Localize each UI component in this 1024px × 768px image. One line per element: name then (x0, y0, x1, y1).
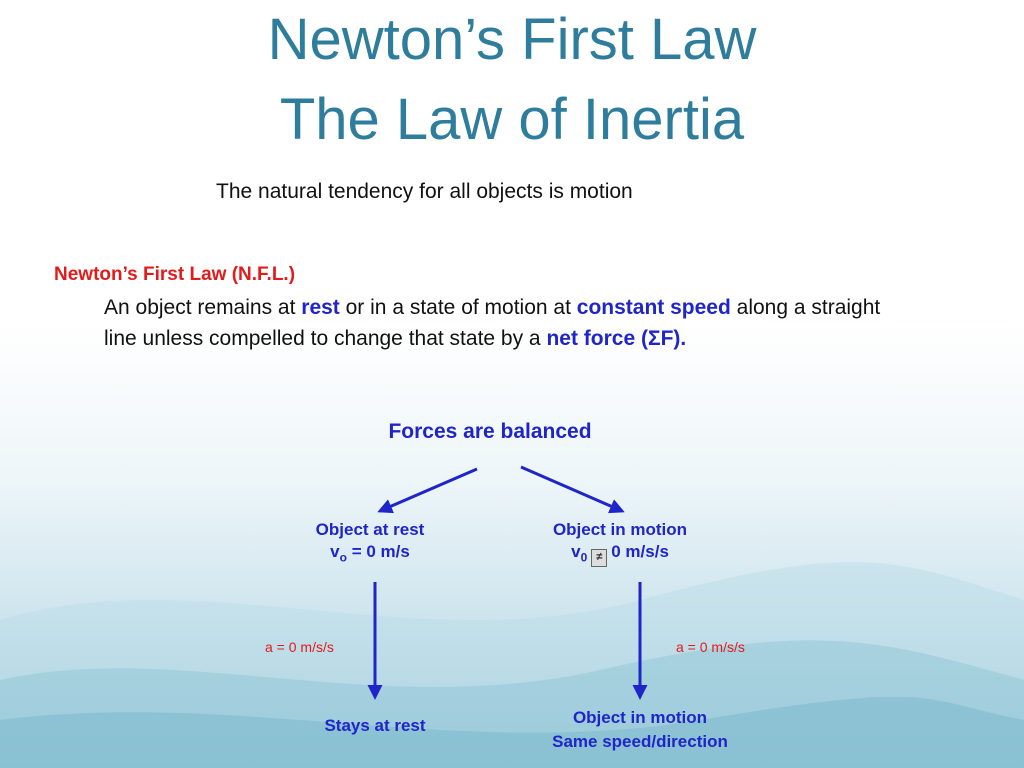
acceleration-left: a = 0 m/s/s (265, 639, 334, 655)
result-line1: Object in motion (572, 708, 708, 727)
velocity-value: = 0 m/s (346, 542, 410, 561)
law-heading: Newton’s First Law (N.F.L.) (54, 264, 296, 285)
velocity-motion (520, 541, 720, 568)
slide-title-line1: Newton’s First Law (267, 7, 757, 72)
law-text: or in a state of motion at (339, 296, 577, 319)
keyword-net-force: net force ( (546, 327, 648, 350)
result-stays-at-rest: Stays at rest (324, 716, 426, 735)
slide-subtitle: The natural tendency for all objects is motion (216, 180, 633, 203)
keyword-rest: rest (301, 296, 340, 319)
node-label: Object in motion (552, 520, 688, 539)
node-object-in-motion (520, 519, 720, 568)
velocity-value: 0 m/s/s (611, 542, 669, 561)
velocity-subscript: 0 (580, 550, 588, 565)
law-text: An object remains at (104, 296, 302, 319)
diagram-root: Forces are balanced (388, 420, 592, 443)
node-object-at-rest (290, 519, 450, 568)
arrow-to-rest (380, 469, 477, 511)
keyword-constant-speed: constant speed (576, 296, 731, 319)
velocity-subscript: o (339, 550, 347, 565)
velocity-var: v (571, 542, 581, 561)
velocity-var: v (330, 542, 340, 561)
velocity-rest (290, 541, 450, 568)
slide-title-line2: The Law of Inertia (279, 87, 745, 152)
acceleration-right: a = 0 m/s/s (676, 639, 745, 655)
arrow-to-motion (521, 467, 622, 511)
result-line2: Same speed/direction (552, 732, 728, 751)
sigma-symbol: Σ (647, 327, 661, 350)
not-equal-icon: ≠ (591, 549, 607, 567)
result-object-in-motion (520, 706, 760, 754)
keyword-net-force-end: F). (660, 327, 687, 350)
law-text: along a straight line unless compelled to change that state by a (104, 296, 881, 350)
node-label: Object at rest (315, 520, 425, 539)
